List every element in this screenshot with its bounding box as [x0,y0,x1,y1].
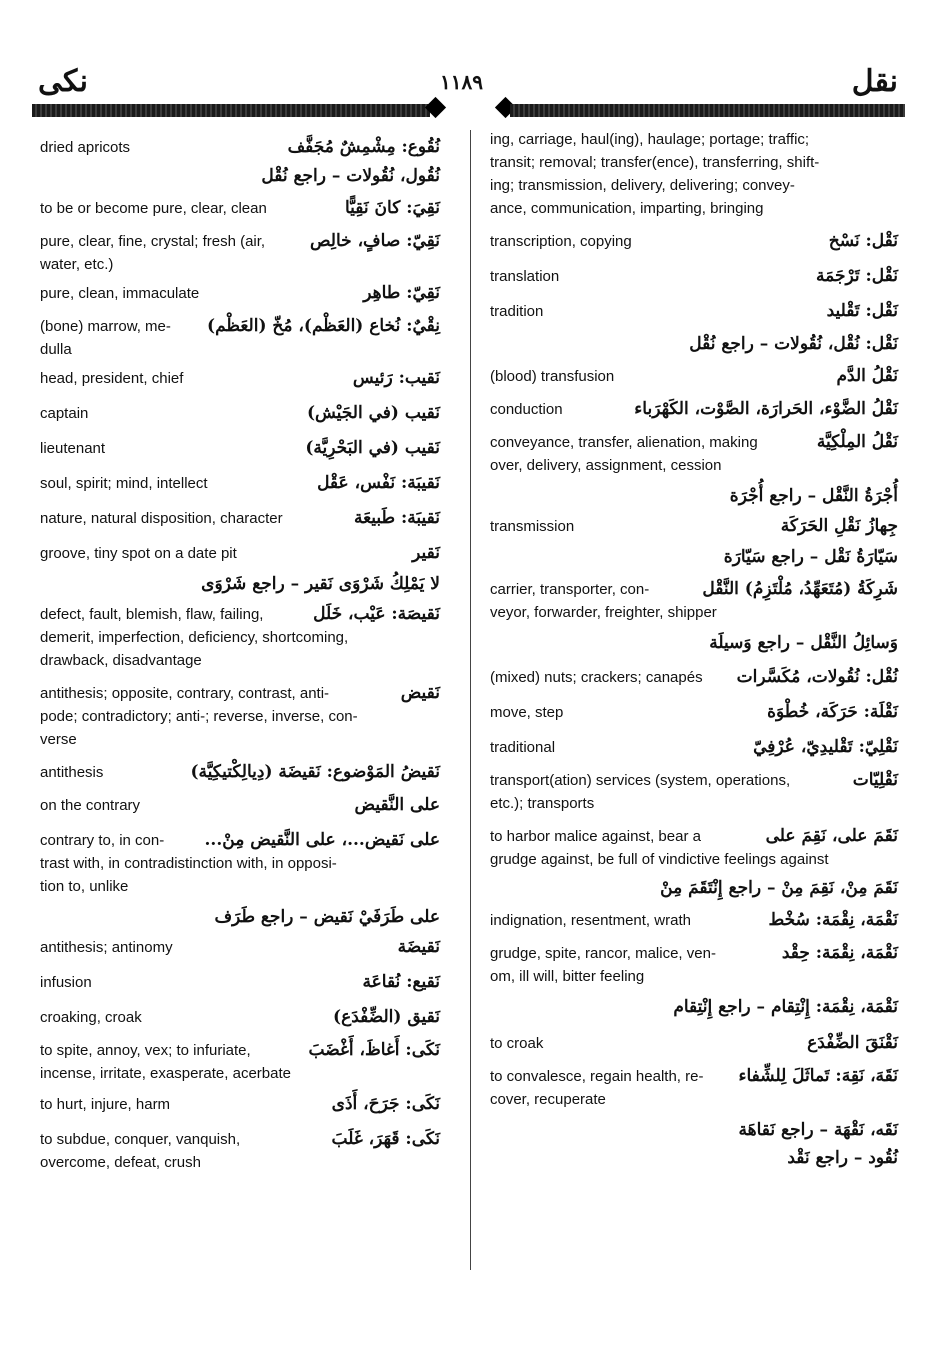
definition-line: etc.); transports [490,795,595,812]
definition-line: antithesis; opposite, contrary, contrast, anti- [40,685,330,702]
definition-line: carrier, transporter, con- [490,581,650,598]
arabic-headword: أُجْرَةُ النَّقْل – راجع أُجْرَة [729,486,898,506]
dictionary-entry [490,431,898,477]
definition-line: transcription, copying [490,233,632,250]
arabic-headword: نَقْل: تَرْجَمَة [816,266,898,286]
arabic-headword: نَقْمَة، نِقْمَة: حِقْد [781,943,898,963]
dictionary-entry [490,546,898,568]
definition-line: to harbor malice against, bear a [490,828,701,845]
dictionary-entry [40,197,440,220]
definition-line: grudge, spite, rancor, malice, ven- [490,945,716,962]
arabic-headword: نَقِيّ: صافٍ، خالِص [309,231,440,251]
arabic-headword: نَقْلَة: حَرَكَة، خُطْوَة [767,702,898,722]
definition-line: verse [40,731,77,748]
english-definition [40,682,440,751]
dictionary-entry [40,936,440,959]
dictionary-entry [40,971,440,994]
dictionary-entry [490,230,898,253]
definition-line: to subdue, conquer, vanquish, [40,1131,241,1148]
arabic-headword: على طَرَفَيْ نَقيض – راجع طَرَف [214,907,440,927]
arabic-headword: نُقْل: نُقُولات، مُكَسَّرات [736,667,898,687]
arabic-headword: نَقيب (في الجَيْش) [306,403,440,423]
definition-line: to be or become pure, clear, clean [40,200,267,217]
dictionary-entry [40,1093,440,1116]
dictionary-entry [40,794,440,817]
arabic-headword: على نَقيض...، على النَّقيض مِنْ... [204,830,440,850]
arabic-headword: نَقيب (في البَحْرِيَّة) [305,438,440,458]
header-rule-left [32,104,430,117]
guide-word-left: نكى [38,64,88,99]
dictionary-entry [490,701,898,724]
guide-word-right: نقل [851,64,898,99]
definition-line: transmission [490,518,575,535]
arabic-headword: شَرِكَةُ (مُتَعَهِّدُ، مُلْتَزِمُ) النَّقْل [702,579,898,599]
definition-line: move, step [490,704,564,721]
dictionary-entry [40,315,440,361]
arabic-headword: سَيّارَةُ نَقْل – راجع سَيّارَة [723,547,898,567]
definition-line: overcome, defeat, crush [40,1154,201,1171]
definition-line: traditional [490,739,556,756]
english-definition [40,936,440,959]
arabic-headword: نَقْلُ المِلْكِيَّة [816,432,898,452]
dictionary-entry [490,333,898,355]
dictionary-entry [490,300,898,323]
definition-line: trast with, in contradistinction with, in opposi- [40,855,337,872]
arabic-headword: نَقْنَقَ الضِّفْدَع [807,1033,898,1053]
arabic-headword: نَقَه، نَقْهَة – راجع نَقاهَة [738,1120,898,1140]
dictionary-entry [490,736,898,759]
arabic-headword: نَقَهَ، نَقِهَ: تَماثَلَ لِلشِّفاء [738,1066,898,1086]
dictionary-entry [40,761,440,784]
dictionary-entry [40,165,440,187]
arabic-headword: نَقيض [400,683,440,703]
definition-line: defect, fault, blemish, flaw, failing, [40,606,264,623]
dictionary-entry [490,578,898,624]
arabic-headword: نَقير [412,543,440,563]
arabic-headword: نَقيبَة: طَبيعَة [353,508,440,528]
arabic-headword: نَقِيَ: كانَ نَقِيًّا [344,198,440,218]
definition-line: conduction [490,401,563,418]
arabic-headword: وَسائِلُ النَّقْل – راجع وَسيلَة [709,633,898,653]
continued-entry-text [490,128,898,220]
dictionary-entry [40,682,440,751]
dictionary-entry [490,1032,898,1055]
continued-line: ance, communication, imparting, bringing [490,200,764,217]
dictionary-entry [490,1147,898,1169]
definition-line: conveyance, transfer, alienation, making [490,434,758,451]
dictionary-entry [40,136,440,159]
definition-line: groove, tiny spot on a date pit [40,545,237,562]
arabic-headword: نَقيبَة: نَفْس، عَقْل [317,473,440,493]
definition-line: captain [40,405,89,422]
arabic-headword: نَقيب: رَئيس [352,368,440,388]
column-divider [470,130,471,1270]
arabic-headword: نَقْلُ الدَّم [836,366,898,386]
arabic-headword: نُقُود – راجع نَقْد [787,1148,898,1168]
arabic-headword: على النَّقيض [354,795,440,815]
dictionary-entry [490,1065,898,1111]
definition-line: (blood) transfusion [490,368,615,385]
definition-line: tion to, unlike [40,878,129,895]
dictionary-entry [490,996,898,1018]
arabic-headword: نَقيضُ المَوْضوع: نَقيضَة (دِيالِكْتيكِيَّة) [190,762,440,782]
definition-line: water, etc.) [40,256,114,273]
dictionary-entry [40,906,440,928]
definition-line: head, president, chief [40,370,184,387]
definition-line: croaking, croak [40,1009,142,1026]
arabic-headword: نُقُول، نُقُولات – راجع نُقْل [261,166,440,186]
dictionary-entry [40,282,440,305]
definition-line: to spite, annoy, vex; to infuriate, [40,1042,251,1059]
definition-line: tradition [490,303,544,320]
header-rule-right [510,104,905,117]
dictionary-entry [40,1039,440,1085]
arabic-headword: نِقْيٌ: نُخاع (العَظْم)، مُخّ (العَظْم) [207,316,440,336]
dictionary-entry [490,365,898,388]
definition-line: antithesis; antinomy [40,939,173,956]
definition-line: om, ill will, bitter feeling [490,968,645,985]
definition-line: on the contrary [40,797,141,814]
definition-line: to hurt, injure, harm [40,1096,171,1113]
dictionary-entry [490,825,898,871]
definition-line: pure, clean, immaculate [40,285,200,302]
dictionary-entry [40,472,440,495]
definition-line: infusion [40,974,92,991]
arabic-headword: نَقْلِيّ: تَقْليدِيّ، عُرْفِيّ [753,737,898,757]
definition-line: demerit, imperfection, deficiency, shortcoming, [40,629,349,646]
definition-line: (bone) marrow, me- [40,318,171,335]
definition-line: cover, recuperate [490,1091,606,1108]
dictionary-entry [490,769,898,815]
definition-line: (mixed) nuts; crackers; canapés [490,669,703,686]
dictionary-entry [40,542,440,565]
dictionary-entry [40,573,440,595]
arabic-headword: نَقْلُ الضَّوْء، الحَرارَة، الصَّوْت، الكَهْرَباء [634,399,898,419]
arabic-headword: نَقْلِيّات [852,770,898,790]
definition-line: drawback, disadvantage [40,652,202,669]
arabic-headword: نُقُوع: مِشْمِشٌ مُجَفَّف [287,137,440,157]
arabic-headword: نَقْمَة، نِقْمَة: سُخْط [768,910,898,930]
arabic-headword: نَقِيّ: طاهِر [363,283,440,303]
definition-line: dried apricots [40,139,131,156]
arabic-headword: نَقيع: نُقاعَة [362,972,440,992]
arabic-headword: نَقيق (الضِّفْدَع) [333,1007,440,1027]
continued-line: transit; removal; transfer(ence), transferring, shift- [490,154,820,171]
arabic-headword: نَقَمَ مِنْ، نَقِمَ مِنْ – راجع إِنْتَقَمَ مِنْ [660,878,898,898]
definition-line: indignation, resentment, wrath [490,912,691,929]
dictionary-entry [490,265,898,288]
definition-line: pode; contradictory; anti-; reverse, inverse, con- [40,708,358,725]
arabic-headword: نَقْل: تَقْليد [826,301,898,321]
definition-line: soul, spirit; mind, intellect [40,475,208,492]
definition-line: grudge against, be full of vindictive feelings against [490,851,829,868]
dictionary-entry [40,603,440,672]
arabic-headword: نَقيصَة: عَيْب، خَلَل [313,604,440,624]
dictionary-entry [40,367,440,390]
definition-line: over, delivery, assignment, cession [490,457,722,474]
arabic-headword: جِهازُ نَقْلِ الحَرَكَة [780,516,898,536]
dictionary-entry [490,666,898,689]
definition-line: veyor, forwarder, freighter, shipper [490,604,717,621]
dictionary-entry [40,507,440,530]
continued-line: ing; transmission, delivery, delivering; convey- [490,177,795,194]
dictionary-entry [490,877,898,899]
continued-line: ing, carriage, haul(ing), haulage; portage; traffic; [490,131,810,148]
dictionary-entry [490,942,898,988]
dictionary-entry [490,1119,898,1141]
dictionary-entry [40,230,440,276]
arabic-headword: نَقيضَة [397,937,440,957]
arabic-headword: نَقْل: نَسْخ [828,231,898,251]
arabic-headword: نَقْمَة، نِقْمَة: إِنْتِقام – راجع إِنْتِقام [673,997,898,1017]
arabic-headword: نَكَى: قَهَرَ، غَلَبَ [331,1129,440,1149]
arabic-headword: نَقَمَ على، نَقِمَ على [765,826,898,846]
arabic-headword: نَكَى: أَغاظَ، أَغْضَبَ [308,1040,440,1060]
dictionary-entry [490,909,898,932]
definition-line: nature, natural disposition, character [40,510,283,527]
definition-line: pure, clear, fine, crystal; fresh (air, [40,233,266,250]
right-column [490,128,898,1169]
english-definition [40,542,440,565]
definition-line: to convalesce, regain health, re- [490,1068,704,1085]
dictionary-entry [490,515,898,538]
definition-line: dulla [40,341,72,358]
definition-line: to croak [490,1035,544,1052]
dictionary-entry [40,402,440,425]
arabic-headword: نَقْل: نُقْل، نُقُولات – راجع نُقْل [689,334,898,354]
left-column [40,128,440,1174]
definition-line: incense, irritate, exasperate, acerbate [40,1065,291,1082]
definition-line: lieutenant [40,440,106,457]
definition-line: transport(ation) services (system, operations, [490,772,791,789]
dictionary-entry [490,632,898,654]
page-number: ١١٨٩ [440,70,483,94]
dictionary-entry [40,829,440,898]
right-column-entries [490,230,898,1169]
english-definition [490,769,898,815]
definition-line: antithesis [40,764,104,781]
arabic-headword: نَكَى: جَرَحَ، أَذَى [331,1094,440,1114]
dictionary-entry [40,1128,440,1174]
dictionary-entry [40,437,440,460]
dictionary-entry [40,1006,440,1029]
definition-line: contrary to, in con- [40,832,165,849]
dictionary-entry [490,398,898,421]
arabic-headword: لا يَمْلِكُ شَرْوَى نَقير – راجع شَرْوَى [201,574,440,594]
dictionary-entry [490,485,898,507]
definition-line: translation [490,268,560,285]
